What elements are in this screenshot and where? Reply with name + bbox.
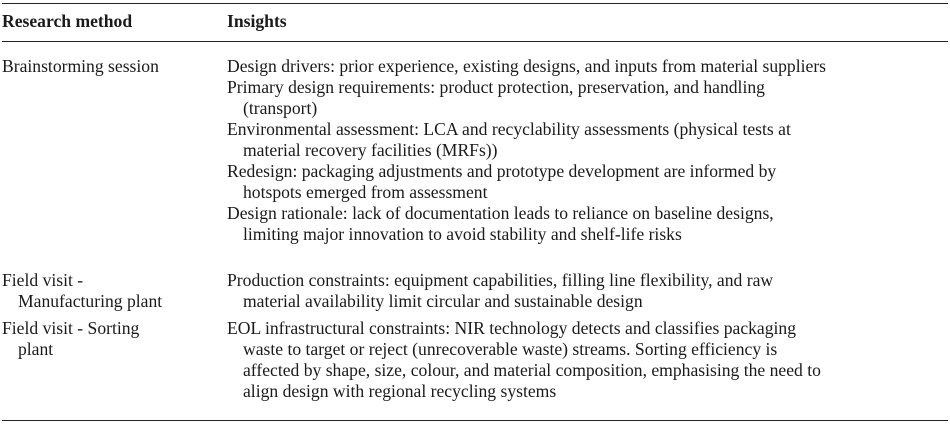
insight-design-rationale: Design rationale: lack of documentation leads to reliance on baseline designs, limiting major innovation to avoid stability and shelf-life risks	[227, 203, 774, 244]
table-header-rule	[2, 41, 948, 42]
row-3-insights	[227, 318, 947, 402]
row-2-method: Field visit - Manufacturing plant	[2, 270, 163, 311]
table-bottom-rule	[2, 420, 948, 421]
table-top-rule	[2, 3, 948, 4]
row-3-method: Field visit - Sorting plant	[2, 318, 140, 359]
insight-environmental-assessment: Environmental assessment: LCA and recyclability assessments (physical tests at material recovery facilities (MRFs))	[227, 119, 791, 160]
insight-eol-infrastructural-constraints: EOL infrastructural constraints: NIR technology detects and classifies packaging waste to target or reject (unrecoverable waste) streams. Sorting efficiency is affected by shape, size, colour, and material composition, emphasising the need to align design with regional recycling systems	[227, 318, 821, 401]
row-1-method-line-1: Brainstorming session	[2, 56, 159, 76]
header-research-method: Research method	[2, 11, 133, 31]
insight-primary-design-requirements: Primary design requirements: product protection, preservation, and handling (transport)	[227, 77, 765, 118]
row-1-method	[2, 56, 228, 77]
row-1-insights	[227, 56, 947, 245]
insight-production-constraints: Production constraints: equipment capabilities, filling line flexibility, and raw material availability limit circular and sustainable design	[227, 270, 774, 311]
header-insights: Insights	[227, 11, 287, 31]
insight-design-drivers: Design drivers: prior experience, existing designs, and inputs from material suppliers	[227, 56, 827, 76]
row-2-insights	[227, 270, 947, 312]
insight-redesign: Redesign: packaging adjustments and prototype development are informed by hotspots emerged from assessment	[227, 161, 777, 202]
